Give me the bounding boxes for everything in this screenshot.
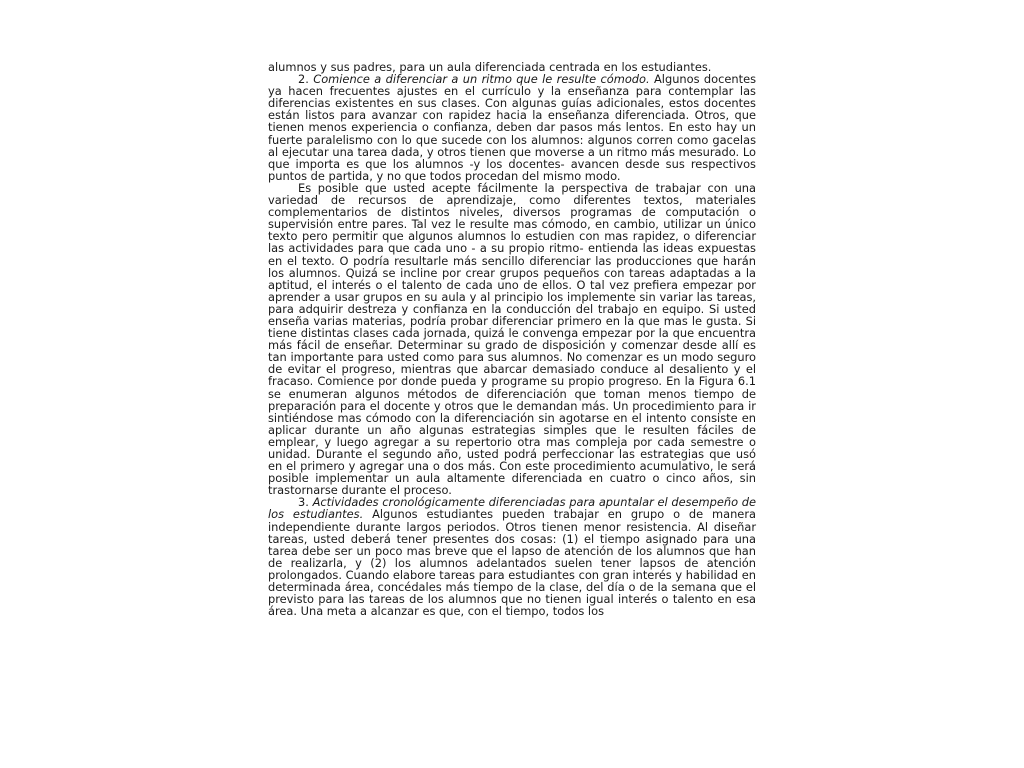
paragraph-2-text: Algunos docentes ya hacen frecuentes ajustes en el currículo y la enseñanza para contemplar las diferencias existentes en sus clases. Con algunas guías adicionales, estos docentes están listos para avanzar con rapidez hacia la enseñanza diferenciada. Otros, que tienen menos experiencia o confianza, deben dar pasos más lentos. En esto hay un fuerte paralelismo con lo que sucede con los alumnos: algunos corren como gacelas al ejecutar una tarea dada, y otros tienen que moverse a un ritmo más mesurado. Lo que importa es que los alumnos -y los docentes- avancen desde sus respectivos puntos de partida, y no que todos procedan del mismo modo. (268, 72, 757, 183)
paragraph-1-text: alumnos y sus padres, para un aula diferenciada centrada en los estudiantes. (268, 60, 712, 74)
paragraph-3 (268, 182, 756, 496)
body-text (268, 61, 756, 617)
paragraph-2 (268, 73, 756, 182)
paragraph-3-text: Es posible que usted acepte fácilmente la perspectiva de trabajar con una variedad de recursos de aprendizaje, como diferentes textos, materiales complementarios de distintos niveles, diversos programas de computación o supervisión entre pares. Tal vez le resulte mas cómodo, en cambio, utilizar un único texto pero permitir que algunos alumnos lo estudien con mas rapidez, o diferenciar las actividades para que cada uno - a su propio ritmo- entienda las ideas expuestas en el texto. O podría resultarle más sencillo diferenciar las producciones que harán los alumnos. Quizá se incline por crear grupos pequeños con tareas adaptadas a la aptitud, el interés o el talento de cada uno de ellos. O tal vez prefiera empezar por aprender a usar grupos en su aula y al principio los implemente sin variar las tareas, para adquirir destreza y confianza en la conducción del trabajo en equipo. Si usted enseña varias materias, podría probar diferenciar primero en la que mas le gusta. Si tiene distintas clases cada jornada, quizá le convenga empezar por la que encuentra más fácil de enseñar. Determinar su grado de disposición y comenzar desde allí es tan importante para usted como para sus alumnos. No comenzar es un modo seguro de evitar el progreso, mientras que abarcar demasiado conduce al desaliento y el fracaso. Comience por donde pueda y programe su propio progreso. En la Figura 6.1 se enumeran algunos métodos de diferenciación que toman menos tiempo de preparación para el docente y otros que le demandan más. Un procedimiento para ir sintiéndose mas cómodo con la diferenciación sin agotarse en el intento consiste en aplicar durante un año algunas estrategias simples que le resulten fáciles de emplear, y luego agregar a su repertorio otra mas compleja por cada semestre o unidad. Durante el segundo año, usted podrá perfeccionar las estrategias que usó en el primero y agregar una o dos más. Con este procedimiento acumulativo, le será posible implementar un aula altamente diferenciada en cuatro o cinco años, sin trastornarse durante el proceso. (268, 180, 756, 498)
paragraph-2-heading: Comience a diferenciar a un ritmo que le resulte cómodo. (313, 72, 650, 87)
paragraph-4-text: Algunos estudiantes pueden trabajar en grupo o de manera independiente durante largos periodos. Otros tienen menor resistencia. Al diseñar tareas, usted deberá tener presentes dos cosas: (1) el tiempo asignado para una tarea debe ser un poco mas breve que el lapso de atención de los alumnos que han de realizarla, y (2) los alumnos adelantados suelen tener lapsos de atención prolongados. Cuando elabore tareas para estudiantes con gran interés y habilidad en determinada área, concédales más tiempo de la clase, del día o de la semana que el previsto para las tareas de los alumnos que no tienen igual interés o talento en esa área. Una meta a alcanzar es que, con el tiempo, todos los (268, 507, 756, 619)
paragraph-4-number: 3. (298, 495, 309, 510)
paragraph-4 (268, 496, 756, 617)
paragraph-4-heading: Actividades cronológicamente diferenciadas para apuntalar el desempeño de los estudiantes. (268, 495, 757, 522)
paragraph-2-number: 2. (298, 72, 309, 87)
